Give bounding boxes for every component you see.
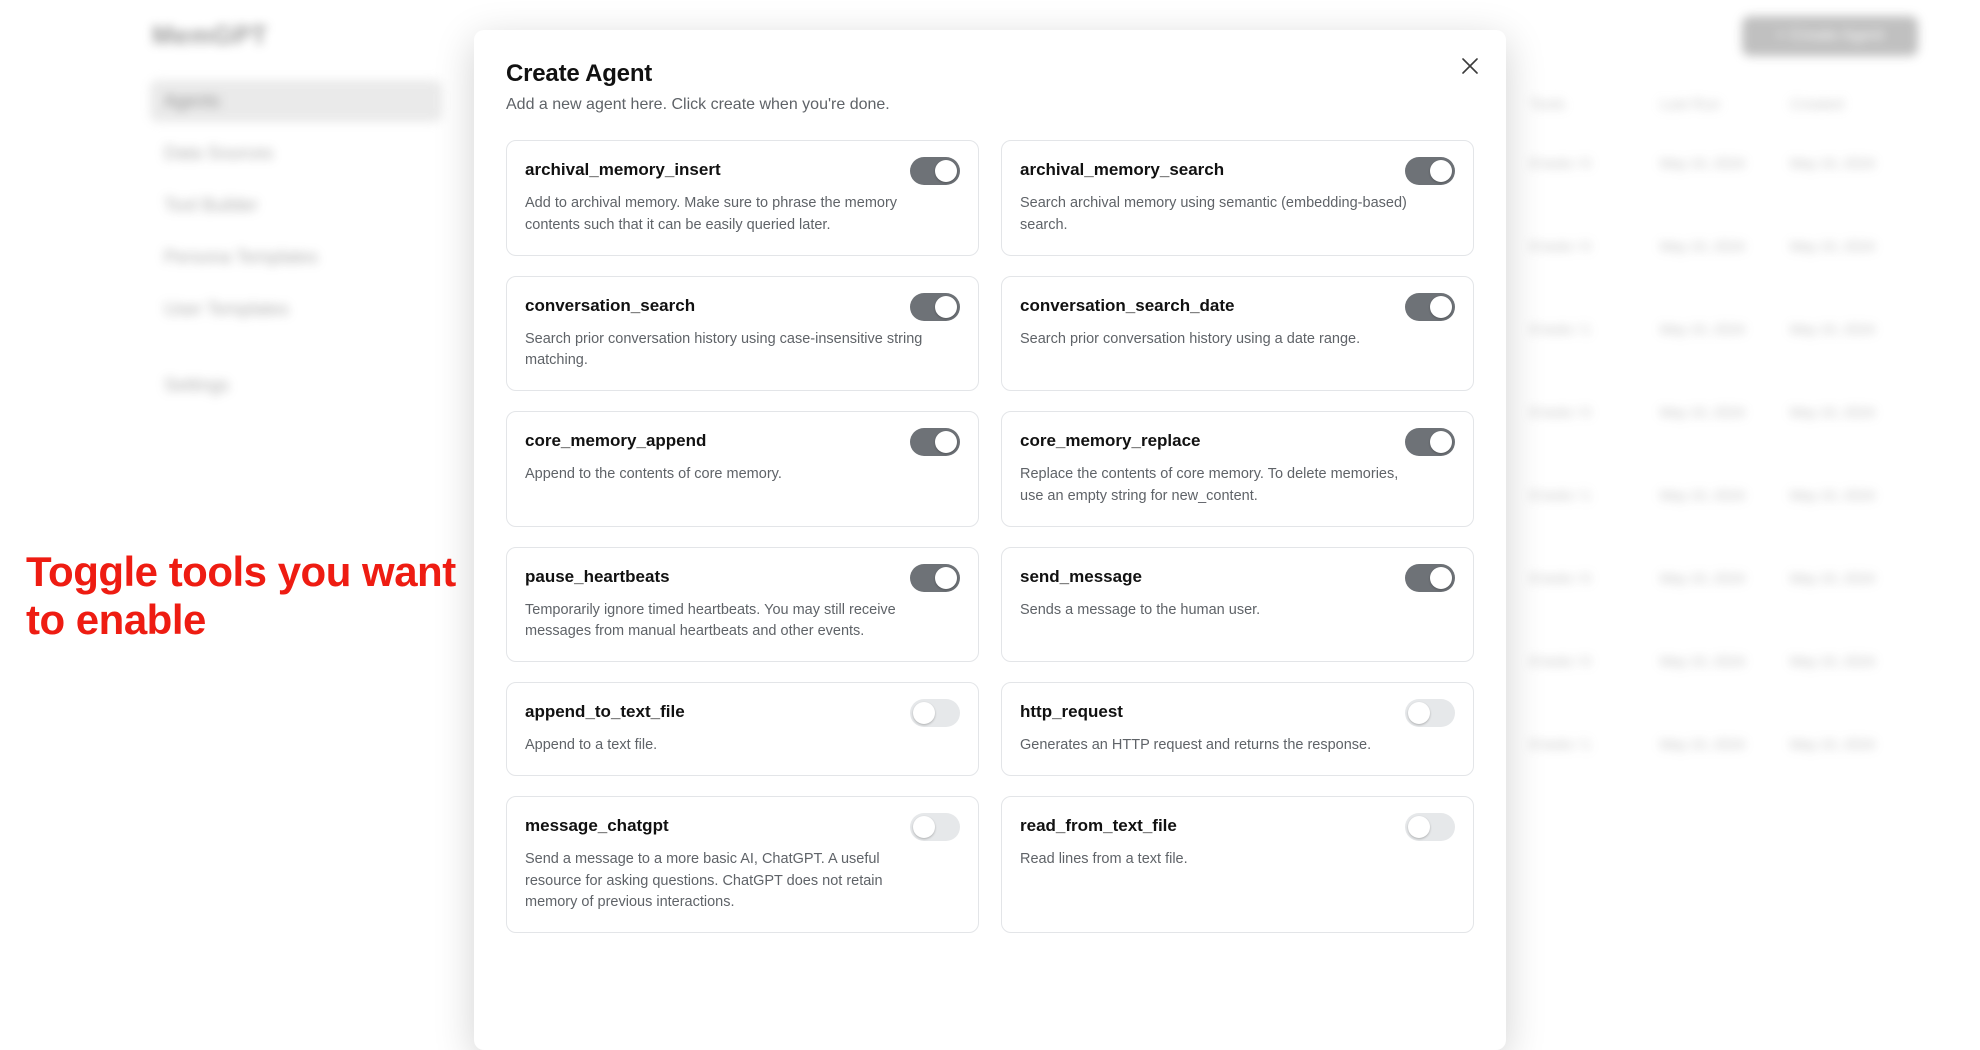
tool-name: archival_memory_insert	[525, 160, 721, 179]
cell-last-run: May 10, 2024	[1660, 321, 1745, 337]
table-row[interactable]	[1530, 236, 1920, 257]
table-row[interactable]	[1530, 319, 1920, 340]
dialog-title: Create Agent	[506, 60, 653, 87]
tool-description: Generates an HTTP request and returns the response.	[1020, 737, 1372, 753]
tool-card	[1001, 276, 1474, 392]
cell-last-run: May 10, 2024	[1660, 487, 1745, 503]
tool-card	[506, 276, 979, 392]
cell-tools: 8 tools / 1	[1530, 736, 1591, 752]
table-row[interactable]	[1530, 402, 1920, 423]
cell-created: May 10, 2024	[1790, 736, 1875, 752]
table-header-row	[1530, 96, 1920, 113]
tool-card	[506, 796, 979, 933]
tool-toggle[interactable]	[910, 699, 960, 727]
tool-description: Add to archival memory. Make sure to phrase the memory contents such that it can be easily queried later.	[525, 195, 898, 233]
tool-description: Temporarily ignore timed heartbeats. You may still receive messages from manual heartbeats and other events.	[525, 601, 896, 640]
tool-card	[506, 140, 979, 256]
cell-last-run: May 10, 2024	[1660, 404, 1745, 420]
tool-toggle[interactable]	[910, 813, 960, 841]
tool-toggle[interactable]	[910, 428, 960, 456]
tool-toggle[interactable]	[1405, 428, 1455, 456]
cell-last-run: May 10, 2024	[1660, 736, 1745, 752]
tool-description: Read lines from a text file.	[1020, 850, 1188, 867]
cell-tools: 8 tools / 0	[1530, 653, 1591, 669]
cell-last-run: May 10, 2024	[1660, 570, 1745, 586]
tool-description: Append to the contents of core memory.	[525, 466, 782, 482]
cell-created: May 10, 2024	[1790, 653, 1875, 669]
tool-description: Search prior conversation history using case-insensitive string matching.	[525, 330, 923, 369]
tool-name: core_memory_append	[525, 431, 707, 450]
tool-card	[1001, 682, 1474, 776]
tool-toggle[interactable]	[1405, 157, 1455, 185]
tool-name: read_from_text_file	[1020, 815, 1177, 835]
cell-last-run: May 10, 2024	[1660, 238, 1745, 254]
sidebar-item-data-sources[interactable]: Data Sources	[164, 143, 274, 163]
tool-toggle[interactable]	[910, 564, 960, 592]
tool-name: message_chatgpt	[525, 815, 669, 835]
annotation-text: Toggle tools you want to enable	[26, 548, 456, 644]
tool-name: core_memory_replace	[1020, 431, 1201, 450]
column-header-created: Created	[1790, 96, 1844, 113]
tool-card	[506, 682, 979, 776]
tool-card	[1001, 547, 1474, 663]
tool-toggle[interactable]	[910, 157, 960, 185]
table-row[interactable]	[1530, 485, 1920, 506]
close-icon[interactable]	[1456, 52, 1484, 80]
table-row[interactable]	[1530, 651, 1920, 672]
tool-name: http_request	[1020, 702, 1123, 721]
table-row[interactable]	[1530, 153, 1920, 174]
tool-description: Sends a message to the human user.	[1020, 601, 1261, 618]
tool-name: archival_memory_search	[1020, 160, 1225, 179]
tool-toggle[interactable]	[1405, 293, 1455, 321]
sidebar-item-agents[interactable]: Agents	[150, 80, 442, 122]
tool-card	[1001, 796, 1474, 933]
cell-created: May 10, 2024	[1790, 238, 1875, 254]
tool-description: Replace the contents of core memory. To delete memories, use an empty string for new_content.	[1020, 466, 1399, 504]
app-logo: MemGPT	[152, 20, 268, 50]
cell-tools: 8 tools / 1	[1530, 487, 1591, 503]
cell-created: May 10, 2024	[1790, 404, 1875, 420]
cell-tools: 8 tools / 0	[1530, 570, 1591, 586]
cell-created: May 10, 2024	[1790, 487, 1875, 503]
cell-tools: 8 tools / 0	[1530, 155, 1591, 171]
tool-name: conversation_search	[525, 295, 696, 315]
tool-list	[506, 140, 1474, 933]
cell-tools: 8 tools / 0	[1530, 404, 1591, 420]
tool-description: Append to a text file.	[525, 737, 658, 753]
cell-created: May 10, 2024	[1790, 155, 1875, 171]
cell-created: May 10, 2024	[1790, 321, 1875, 337]
tool-name: conversation_search_date	[1020, 295, 1235, 315]
sidebar-item-tool-builder[interactable]: Tool Builder	[164, 195, 259, 215]
table-row[interactable]	[1530, 568, 1920, 589]
sidebar	[150, 80, 442, 416]
column-header-tools: Tools	[1530, 96, 1566, 113]
table-row[interactable]	[1530, 734, 1920, 755]
tool-description: Send a message to a more basic AI, ChatGPT. A useful resource for asking questions. ChatGPT does not retain memory of previous interactions.	[525, 850, 883, 911]
create-agent-dialog	[474, 30, 1506, 1050]
tool-name: pause_heartbeats	[525, 566, 670, 586]
cell-tools: 8 tools / 0	[1530, 238, 1591, 254]
tool-description: Search prior conversation history using a date range.	[1020, 330, 1361, 347]
tool-card	[1001, 140, 1474, 256]
cell-tools: 8 tools / 1	[1530, 321, 1591, 337]
tool-card	[506, 547, 979, 663]
tool-toggle[interactable]	[1405, 564, 1455, 592]
sidebar-item-user-templates[interactable]: User Templates	[164, 299, 289, 319]
tool-card	[506, 411, 979, 527]
column-header-last-run: Last Run	[1660, 96, 1721, 113]
tool-card	[1001, 411, 1474, 527]
tool-name: append_to_text_file	[525, 702, 685, 721]
tool-description: Search archival memory using semantic (embedding-based) search.	[1020, 195, 1407, 233]
dialog-subtitle: Add a new agent here. Click create when you're done.	[506, 96, 890, 113]
sidebar-item-persona-templates[interactable]: Persona Templates	[164, 247, 318, 267]
tool-toggle[interactable]	[910, 293, 960, 321]
agents-table	[1530, 96, 1920, 817]
create-agent-button[interactable]: + Create Agent	[1742, 16, 1918, 56]
tool-toggle[interactable]	[1405, 699, 1455, 727]
cell-created: May 10, 2024	[1790, 570, 1875, 586]
tool-toggle[interactable]	[1405, 813, 1455, 841]
cell-last-run: May 10, 2024	[1660, 155, 1745, 171]
cell-last-run: May 10, 2024	[1660, 653, 1745, 669]
tool-name: send_message	[1020, 566, 1142, 586]
sidebar-item-settings[interactable]: Settings	[164, 375, 230, 395]
